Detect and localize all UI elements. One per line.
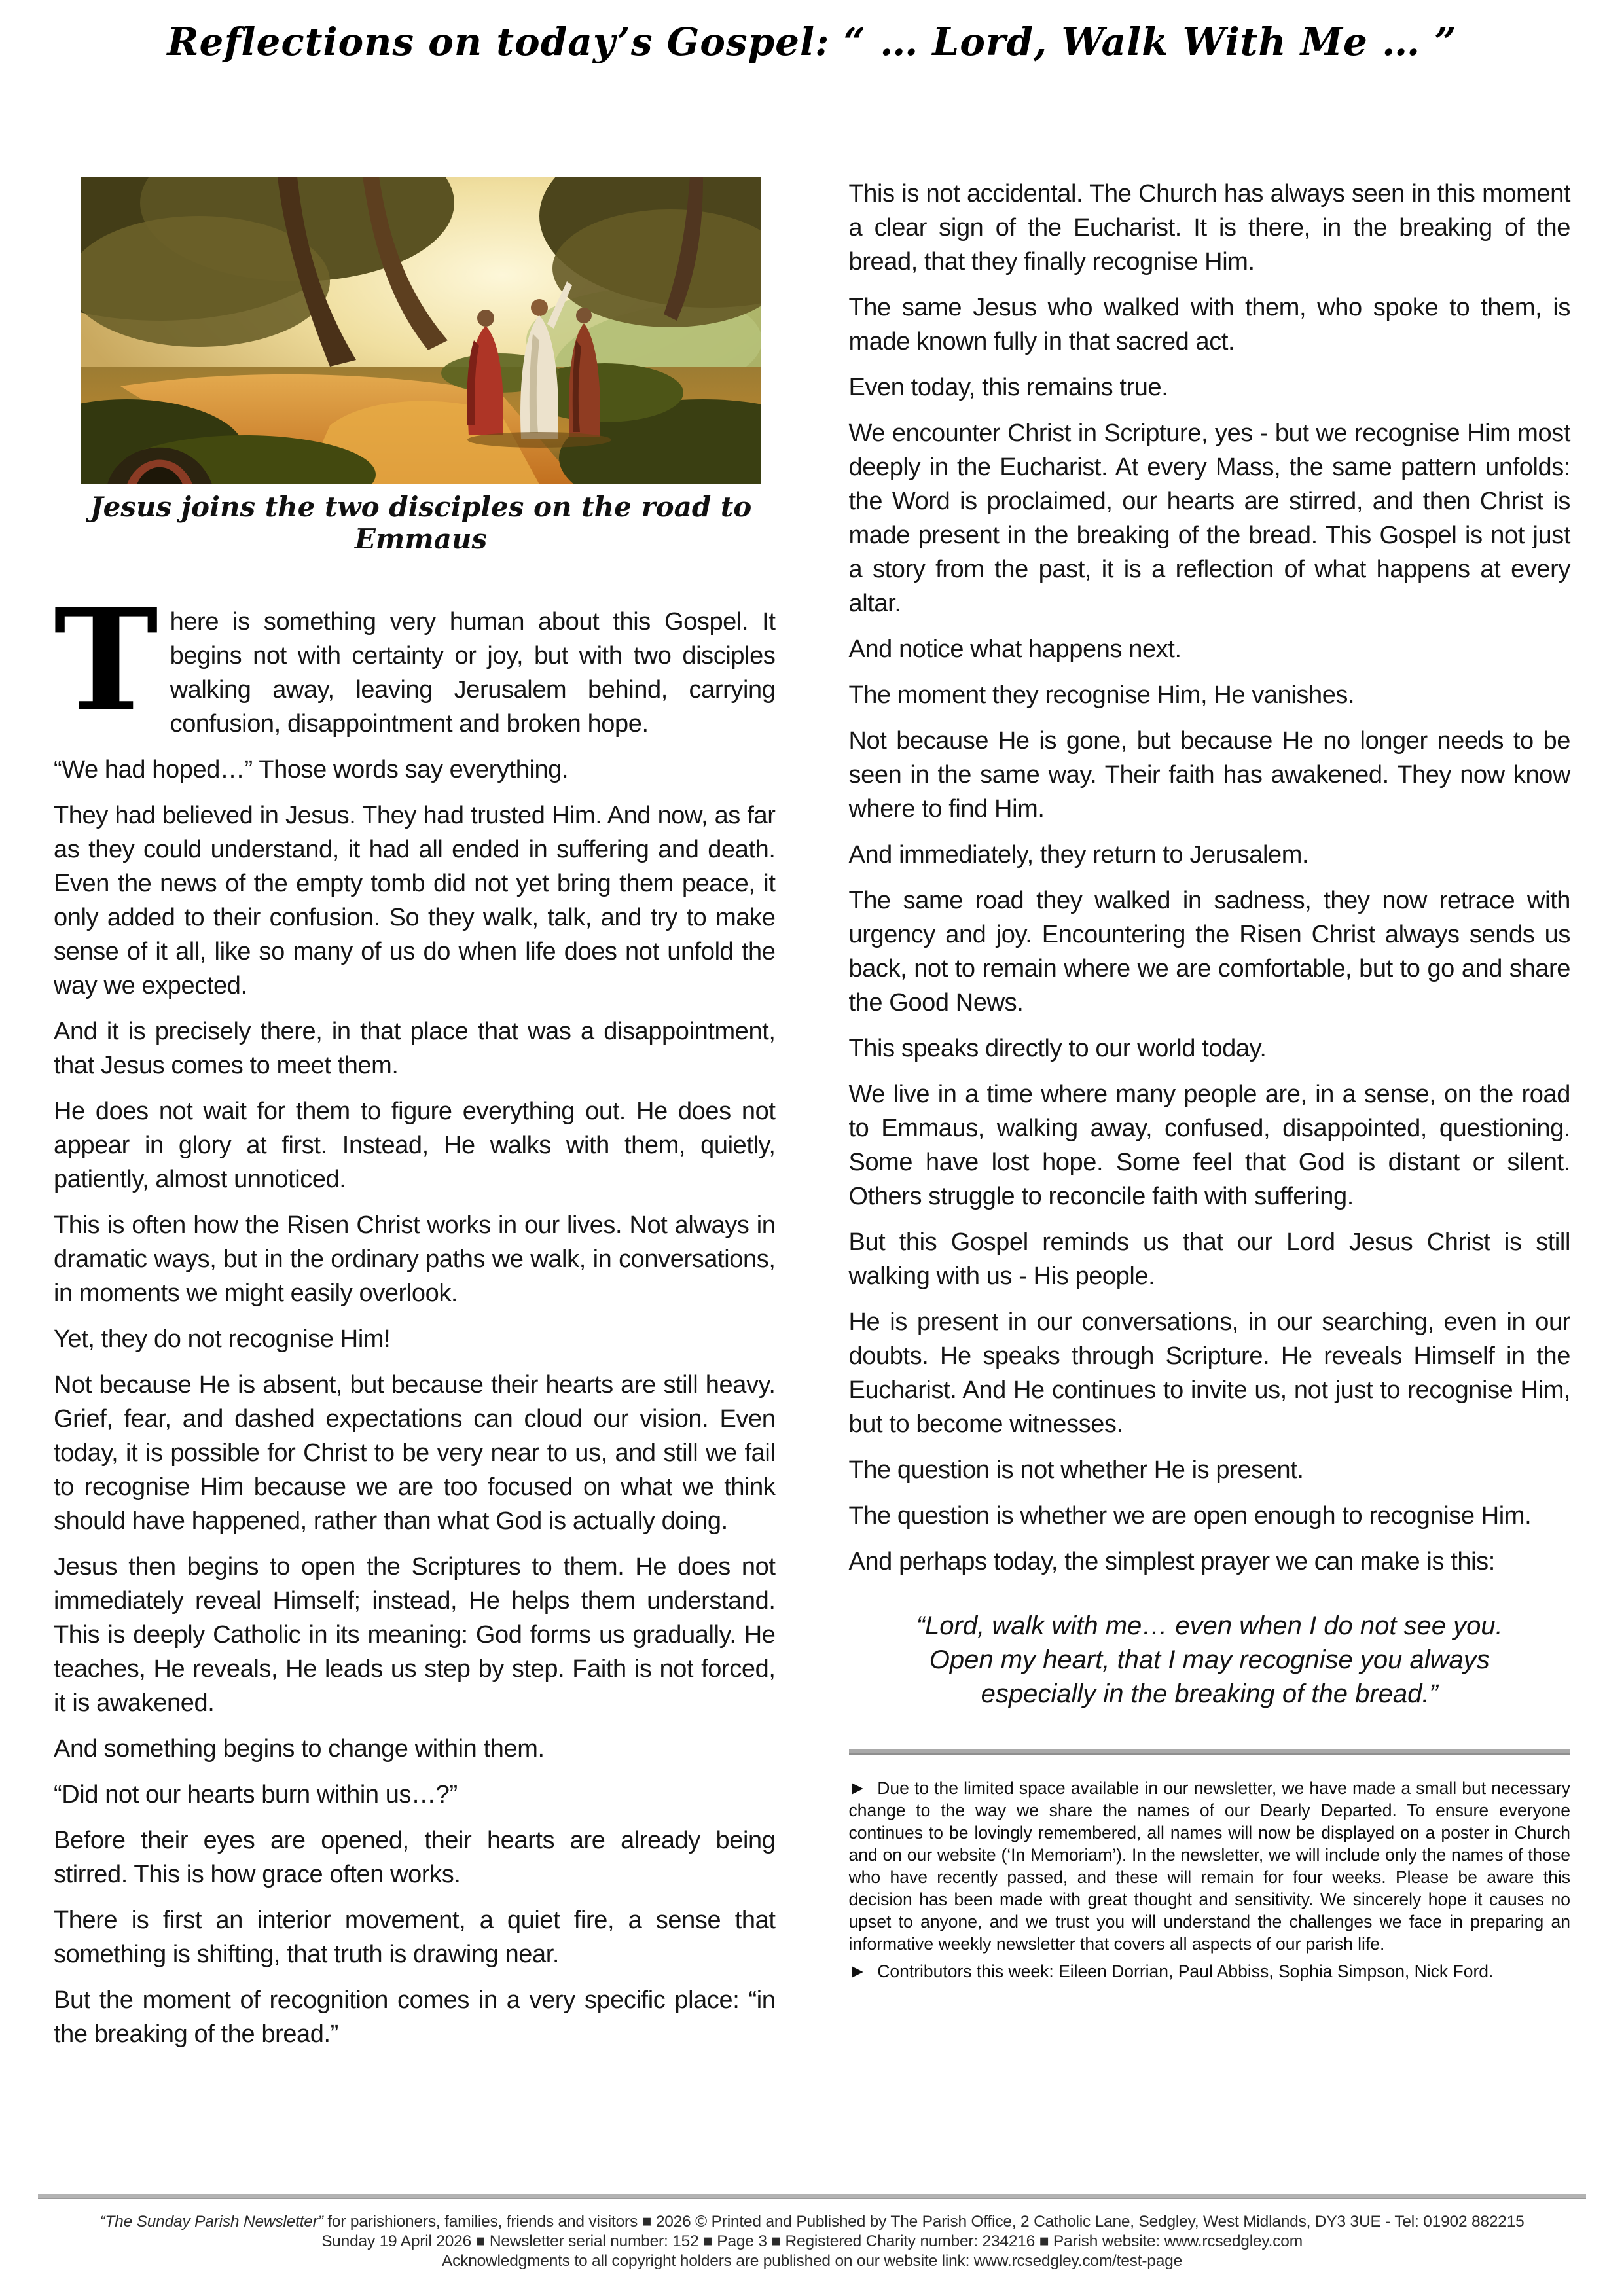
notice-dearly-departed [849, 1777, 1571, 1955]
body-paragraph: “Did not our hearts burn within us…?” [54, 1781, 458, 1808]
right-column [849, 177, 1571, 2063]
prayer-quote-line: Open my heart, that I may recognise you always [929, 1645, 1490, 1674]
body-paragraph: The same Jesus who walked with them, who spoke to them, is made known fully in that sacred act. [848, 294, 1570, 355]
body-paragraph: We live in a time where many people are, in a sense, on the road to Emmaus, walking away, confused, disappointed, questioning. Some have lost hope. Some feel that God is distant or silent. Others struggle to reconcile faith with suffering. [848, 1081, 1570, 1210]
image-caption: Jesus joins the two disciples on the road to Emmaus [90, 491, 752, 555]
newsletter-name: “The Sunday Parish Newsletter” [99, 2213, 323, 2231]
body-paragraph: But the moment of recognition comes in a very specific place: “in the breaking of the bread.” [54, 1986, 776, 2048]
body-paragraph: The moment they recognise Him, He vanishes. [848, 681, 1355, 709]
article-columns [0, 177, 1624, 2063]
body-paragraph: Before their eyes are opened, their hearts are already being stirred. This is how grace often works. [54, 1827, 776, 1888]
body-paragraph: And notice what happens next. [848, 636, 1182, 663]
body-paragraph: And perhaps today, the simplest prayer we can make is this: [848, 1548, 1495, 1575]
notice-text: Due to the limited space available in our newsletter, we have made a small but necessary change to the way we share the names of our Dearly Departed. To ensure everyone continues to be lovingly remembered, all names will now be displayed on a poster in Church and on our website (‘In Memoriam’). In the newsletter, we will include only the names of those who have recently passed, and these will remain for four weeks. Please be aware this decision has been made with great thought and sensitivity. We sincerely hope it causes no upset to anyone, and we trust you will understand the challenges we face in preparing an informative weekly newsletter that covers all aspects of our parish life. [848, 1778, 1570, 1954]
body-paragraph [54, 577, 776, 743]
body-paragraph: The question is whether we are open enough to recognise Him. [848, 1502, 1532, 1530]
body-paragraph: They had believed in Jesus. They had trusted Him. And now, as far as they could understand, it had all ended in suffering and death. Even the news of the empty tomb did not yet bring them peace, it only added to their confusion. So they walk, talk, and try to make sense of it all, like so many of us do when life does not unfold the way we expected. [54, 802, 776, 999]
body-paragraph: He does not wait for them to figure everything out. He does not appear in glory at first. Instead, He walks with them, quietly, patiently, almost unnoticed. [54, 1098, 776, 1193]
body-paragraph: He is present in our conversations, in our searching, even in our doubts. He speaks through Scripture. He reveals Himself in the Eucharist. And He continues to invite us, not just to recognise Him, but to become witnesses. [848, 1308, 1570, 1438]
publisher-details: for parishioners, families, friends and visitors ■ 2026 © Printed and Published by The Parish Office, 2 Catholic Lane, Sedgley, West Midlands, DY3 3UE - Tel: 01902 882215 [323, 2213, 1525, 2231]
body-paragraph: This speaks directly to our world today. [848, 1035, 1267, 1062]
notice-text: Contributors this week: Eileen Dorrian, Paul Abbiss, Sophia Simpson, Nick Ford. [877, 1962, 1494, 1981]
footer-divider [38, 2194, 1586, 2199]
notes-divider [849, 1749, 1571, 1755]
body-paragraph: “We had hoped…” Those words say everything. [54, 756, 569, 783]
left-column [54, 177, 776, 2063]
body-paragraph: And it is precisely there, in that place that was a disappointment, that Jesus comes to meet them. [54, 1018, 776, 1079]
body-paragraph: The same road they walked in sadness, they now retrace with urgency and joy. Encountering the Risen Christ always sends us back, not to remain where we are comfortable, but to go and share the Good News. [848, 887, 1570, 1016]
body-paragraph: This is often how the Risen Christ works in our lives. Not always in dramatic ways, but in the ordinary paths we walk, in conversations, in moments we might easily overlook. [54, 1211, 776, 1307]
body-paragraph: And something begins to change within them. [54, 1735, 545, 1763]
page-footer [38, 2194, 1586, 2271]
footer-publisher-line [38, 2212, 1586, 2232]
masthead [0, 0, 1624, 64]
body-paragraph: Not because He is gone, but because He no longer needs to be seen in the same way. Their faith has awakened. They now know where to find Him. [848, 727, 1570, 823]
body-paragraph: And immediately, they return to Jerusalem. [848, 841, 1309, 869]
prayer-quote [875, 1609, 1545, 1711]
body-paragraph: Not because He is absent, but because their hearts are still heavy. Grief, fear, and dashed expectations can cloud our vision. Even today, it is possible for Christ to be very near to us, and still we fail to recognise Him because we are too focused on what we think should have happened, rather than what God is actually doing. [54, 1371, 776, 1535]
emmaus-painting-image [81, 177, 761, 484]
prayer-quote-line: especially in the breaking of the bread.” [981, 1679, 1438, 1708]
body-paragraph: There is first an interior movement, a quiet fire, a sense that something is shifting, that truth is drawing near. [54, 1907, 776, 1968]
body-paragraph: We encounter Christ in Scripture, yes - but we recognise Him most deeply in the Eucharist. At every Mass, the same pattern unfolds: the Word is proclaimed, our hearts are stirred, and then Christ is made present in the breaking of the bread. This Gospel is not just a story from the past, it is a reflection of what happens at every altar. [848, 420, 1570, 617]
footer-acknowledgments-line: Acknowledgments to all copyright holders are published on our website link: www.rcsedgley.com/test-page [441, 2252, 1183, 2270]
footer-issue-line: Sunday 19 April 2026 ■ Newsletter serial number: 152 ■ Page 3 ■ Registered Charity number: 234216 ■ Parish website: www.rcsedgley.com [321, 2233, 1303, 2250]
triangle-bullet-icon: ► [848, 1778, 867, 1798]
body-paragraph: Yet, they do not recognise Him! [54, 1325, 391, 1353]
triangle-bullet-icon: ► [848, 1961, 867, 1981]
gospel-figure [81, 177, 761, 555]
body-paragraph: Jesus then begins to open the Scriptures to them. He does not immediately reveal Himself; instead, He helps them understand. This is deeply Catholic in its meaning: God forms us gradually. He teaches, He reveals, He leads us step by step. Faith is not forced, it is awakened. [54, 1553, 776, 1717]
prayer-quote-line: “Lord, walk with me… even when I do not see you. [916, 1611, 1503, 1640]
body-paragraph: Even today, this remains true. [848, 374, 1168, 401]
page-title: Reflections on today’s Gospel: “ … Lord, Walk With Me … ” [167, 20, 1457, 64]
body-paragraph: This is not accidental. The Church has always seen in this moment a clear sign of the Eucharist. It is there, in the breaking of the bread, that they finally recognise Him. [848, 180, 1570, 276]
notice-contributors [849, 1960, 1571, 1982]
drop-cap-letter: T [54, 577, 158, 743]
paragraph-text: here is something very human about this Gospel. It begins not with certainty or joy, but with two disciples walking away, leaving Jerusalem behind, carrying confusion, disappointment and broken hope. [170, 608, 776, 738]
body-paragraph: But this Gospel reminds us that our Lord Jesus Christ is still walking with us - His people. [848, 1229, 1570, 1290]
body-paragraph: The question is not whether He is present. [848, 1456, 1304, 1484]
